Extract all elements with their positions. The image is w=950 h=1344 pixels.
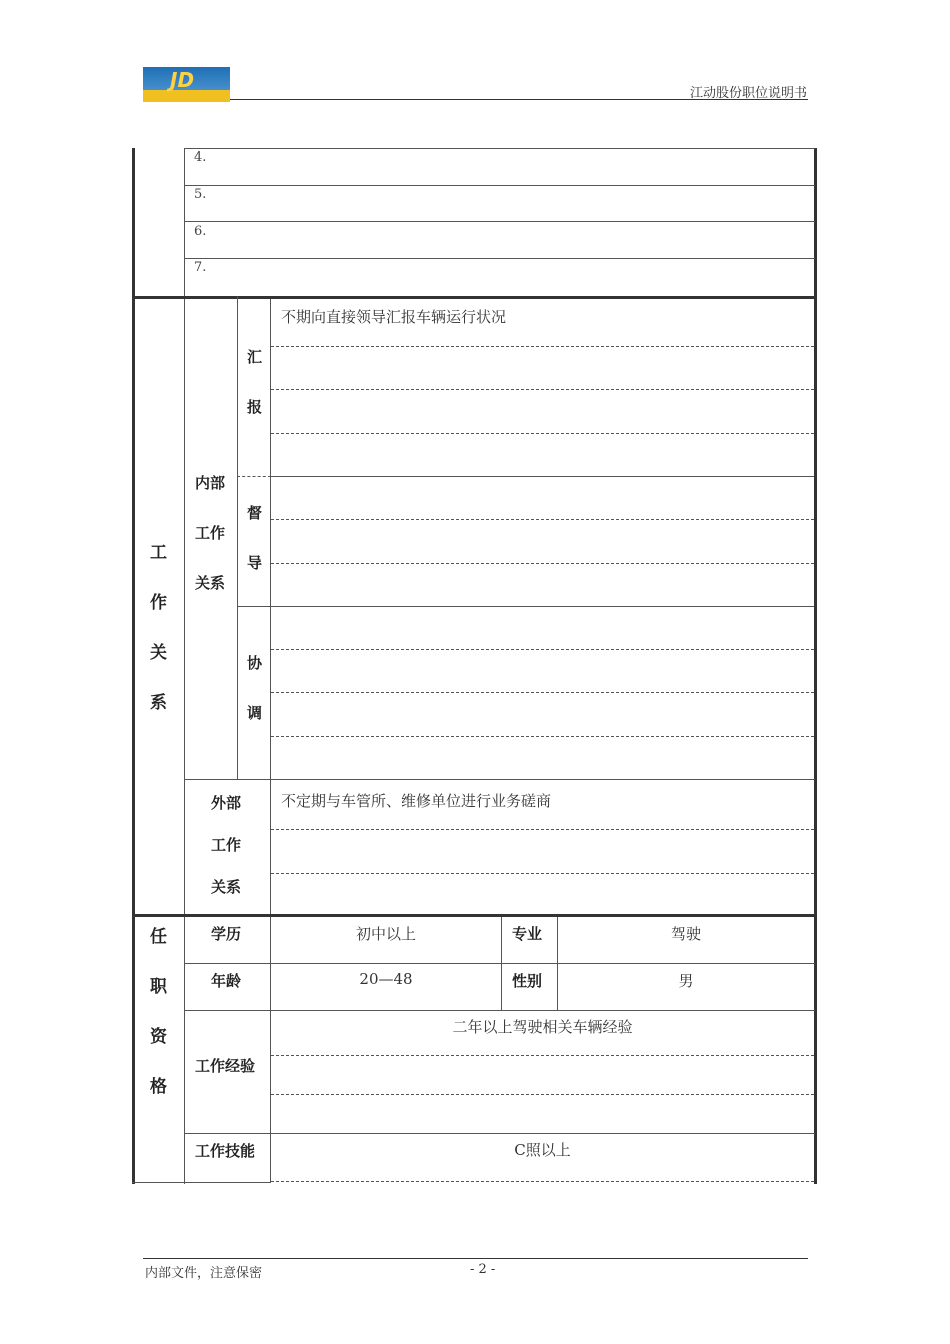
supervise-label-1: 督: [247, 504, 263, 522]
row-line: [184, 148, 815, 149]
age-value: 20—48: [359, 970, 413, 988]
dashed-line: [271, 736, 814, 737]
qualification-label-3: 资: [150, 1027, 167, 1047]
education-value: 初中以上: [355, 925, 416, 943]
gender-value: 男: [678, 972, 694, 990]
gender-label: 性别: [512, 972, 543, 990]
education-label: 学历: [211, 925, 242, 943]
work-relations-label-1: 工: [150, 543, 167, 563]
document-title: 江动股份职位说明书: [689, 86, 807, 101]
duty-item-7: 7.: [194, 260, 207, 275]
external-label-3: 关系: [211, 878, 242, 896]
qualification-label-2: 职: [150, 977, 167, 997]
dashed-line: [271, 873, 814, 874]
table-label-column-divider: [184, 148, 185, 1184]
sub-label-column-divider: [237, 296, 238, 780]
external-label-1: 外部: [211, 794, 242, 812]
dashed-line: [271, 649, 814, 650]
work-relations-label-2: 作: [150, 593, 167, 613]
work-relations-label-3: 关: [150, 643, 167, 663]
confidential-notice: 内部文件，注意保密: [145, 1266, 263, 1281]
row-line: [270, 476, 814, 477]
dashed-line: [271, 389, 814, 390]
duty-item-6: 6.: [194, 224, 207, 239]
qualification-label-4: 格: [150, 1077, 167, 1097]
major-value: 驾驶: [670, 925, 701, 943]
internal-label-2: 工作: [195, 524, 226, 542]
duty-item-4: 4.: [194, 150, 207, 165]
section-separator: [132, 296, 817, 299]
skills-label: 工作技能: [195, 1142, 256, 1160]
coordinate-label-1: 协: [247, 654, 263, 672]
row-line: [184, 963, 815, 964]
dashed-line: [271, 1094, 814, 1095]
dashed-line: [237, 476, 271, 477]
dashed-line: [271, 519, 814, 520]
external-text: 不定期与车管所、维修单位进行业务磋商: [281, 792, 552, 810]
experience-value: 二年以上驾驶相关车辆经验: [452, 1018, 633, 1036]
content-column-divider: [270, 299, 271, 1183]
dashed-line: [271, 433, 814, 434]
footer-divider: [143, 1258, 808, 1259]
report-label-2: 报: [247, 398, 263, 416]
dashed-line: [271, 829, 814, 830]
work-relations-label-4: 系: [150, 693, 167, 713]
internal-label-3: 关系: [195, 574, 226, 592]
supervise-label-2: 导: [247, 554, 263, 572]
company-logo-text: JD: [170, 68, 195, 92]
dashed-line: [271, 1055, 814, 1056]
row-line: [184, 1010, 815, 1011]
skills-value: C照以上: [514, 1141, 571, 1159]
dashed-line: [271, 692, 814, 693]
page-number: - 2 -: [470, 1262, 496, 1277]
age-label: 年龄: [211, 972, 242, 990]
dashed-line: [271, 563, 814, 564]
qualification-label-1: 任: [150, 927, 167, 947]
row-line: [184, 779, 815, 780]
table-left-border: [132, 148, 135, 1184]
row-line: [184, 185, 815, 186]
dashed-line: [271, 1181, 814, 1182]
table-right-border: [814, 148, 817, 1184]
table-bottom-border: [132, 1182, 271, 1183]
internal-label-1: 内部: [195, 474, 226, 492]
section-separator: [132, 914, 817, 917]
report-label-1: 汇: [247, 348, 263, 366]
row-line: [184, 221, 815, 222]
coordinate-label-2: 调: [247, 704, 263, 722]
row-line: [184, 258, 815, 259]
row-line: [184, 1133, 815, 1134]
experience-label: 工作经验: [195, 1057, 256, 1075]
duty-item-5: 5.: [194, 187, 207, 202]
row-line: [237, 606, 814, 607]
dashed-line: [271, 346, 814, 347]
external-label-2: 工作: [211, 836, 242, 854]
report-text: 不期向直接领导汇报车辆运行状况: [281, 308, 507, 326]
major-label: 专业: [512, 925, 543, 943]
